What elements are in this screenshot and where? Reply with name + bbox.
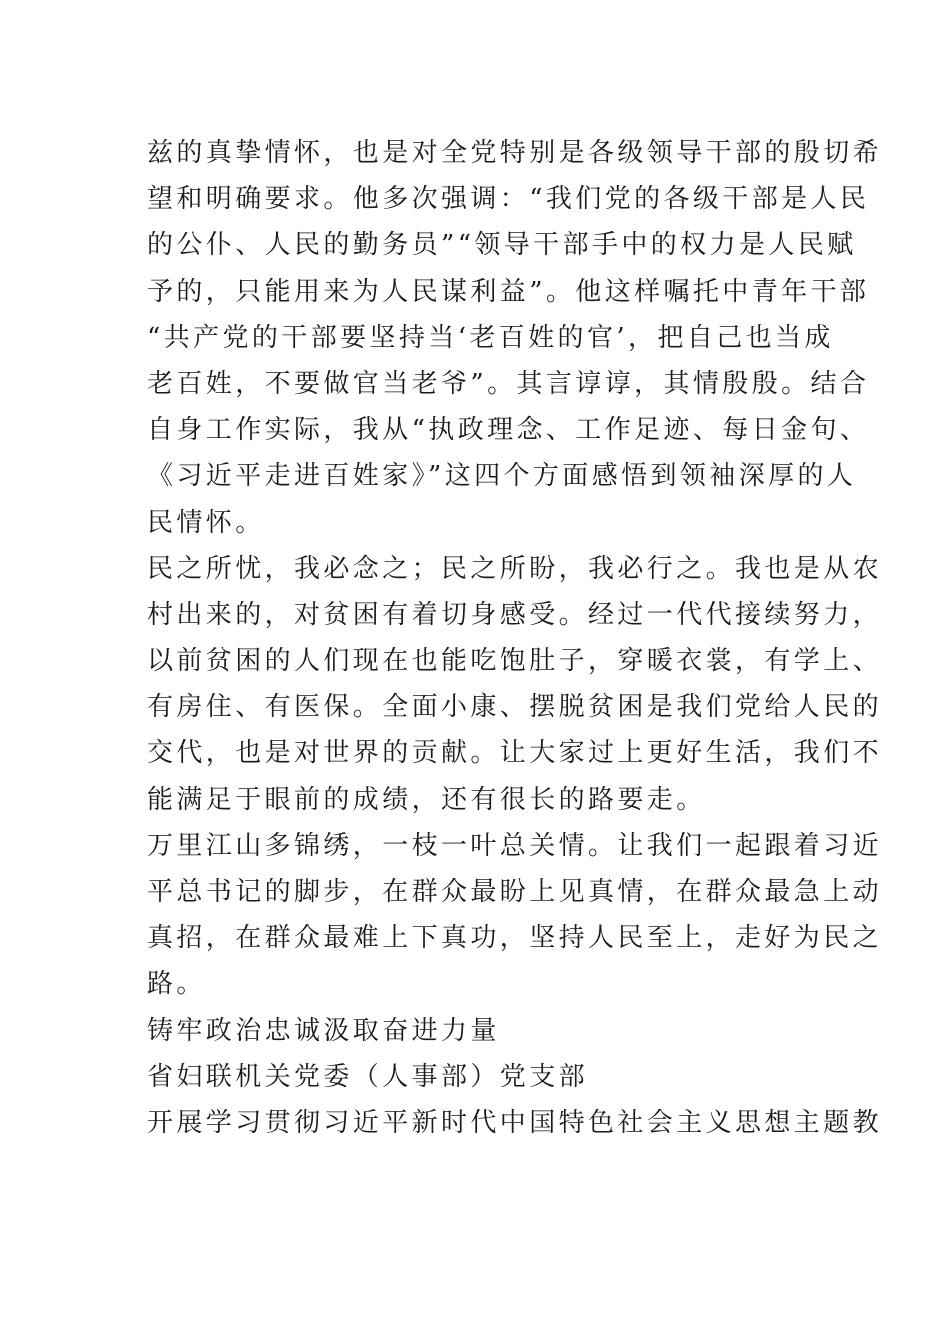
document-body	[147, 130, 883, 1146]
text-line: 能满足于眼前的成绩，还有很长的路要走。	[147, 784, 706, 815]
section-author: 省妇联机关党委（人事部）党支部	[147, 1061, 589, 1092]
text-line: “共产党的干部要坚持当‘老百姓的官’，把自己也当成	[147, 322, 834, 353]
text-line: 予的，只能用来为人民谋利益”。他这样嘱托中青年干部	[147, 276, 870, 307]
text-line: 民情怀。	[147, 507, 265, 538]
text-line: 兹的真挚情怀，也是对全党特别是各级领导干部的殷切希	[147, 138, 883, 168]
text-line: 《习近平走进百姓家》”这四个方面感悟到领袖深厚的人	[147, 461, 857, 492]
section-title: 铸牢政治忠诚汲取奋进力量	[147, 1015, 500, 1046]
text-line: 路。	[147, 969, 206, 1000]
text-line: 万里江山多锦绣，一枝一叶总关情。让我们一起跟着习近	[147, 830, 883, 861]
text-line: 以前贫困的人们现在也能吃饱肚子，穿暖衣裳，有学上、	[147, 646, 883, 677]
text-line: 民之所忧，我必念之；民之所盼，我必行之。我也是从农	[147, 553, 883, 584]
text-line: 老百姓，不要做官当老爷”。其言谆谆，其情殷殷。结合	[147, 368, 870, 399]
text-line: 真招，在群众最难上下真功，坚持人民至上，走好为民之	[147, 923, 883, 954]
text-line: 交代，也是对世界的贡献。让大家过上更好生活，我们不	[147, 738, 883, 769]
text-line: 开展学习贯彻习近平新时代中国特色社会主义思想主题教	[147, 1107, 883, 1138]
text-line: 村出来的，对贫困有着切身感受。经过一代代接续努力，	[147, 599, 883, 630]
text-line: 自身工作实际，我从“执政理念、工作足迹、每日金句、	[147, 415, 870, 446]
text-line: 的公仆、人民的勤务员”“领导干部手中的权力是人民赋	[147, 230, 857, 261]
text-line: 望和明确要求。他多次强调：“我们党的各级干部是人民	[147, 184, 870, 215]
text-line: 有房住、有医保。全面小康、摆脱贫困是我们党给人民的	[147, 692, 883, 723]
text-line: 平总书记的脚步，在群众最盼上见真情，在群众最急上动	[147, 877, 883, 907]
